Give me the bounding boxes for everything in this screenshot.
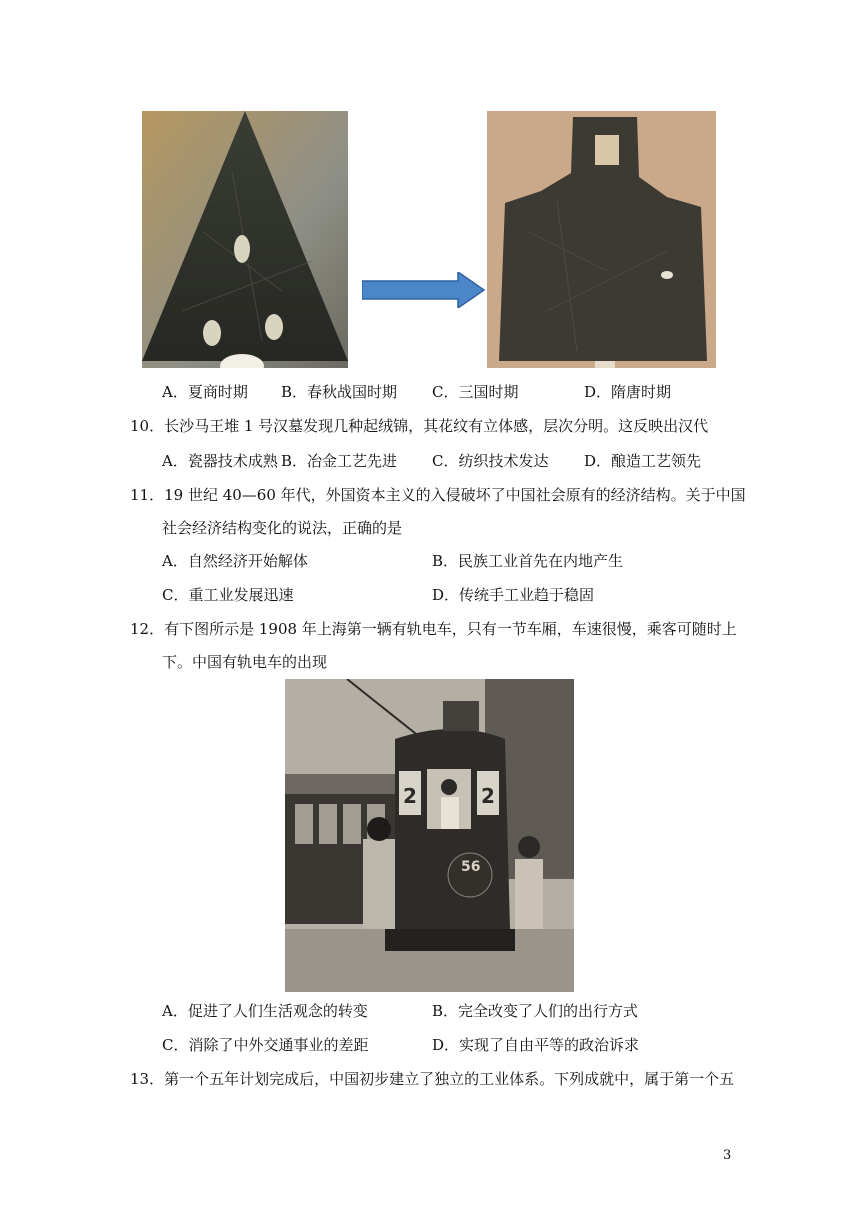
svg-text:2: 2 [481, 784, 495, 808]
q12-option-c: C．消除了中外交通事业的差距 [162, 1036, 369, 1054]
arrow-right-icon [362, 272, 486, 308]
tram-illustration [285, 679, 574, 992]
q13-stem-line1: 13．第一个五年计划完成后，中国初步建立了独立的工业体系。下列成就中，属于第一个五 [130, 1070, 735, 1088]
q11-option-b: B．民族工业首先在内地产生 [432, 552, 624, 570]
q12-stem-line1: 12．有下图所示是 1908 年上海第一辆有轨电车，只有一节车厢，车速很慢，乘客可随时上 [130, 620, 737, 638]
page-number: 3 [723, 1148, 732, 1163]
q12-option-b: B．完全改变了人们的出行方式 [432, 1002, 639, 1020]
q10-option-a: A．瓷器技术成熟 [162, 452, 278, 470]
tram-number: 56 [461, 859, 481, 875]
stone-plow-photo [142, 111, 348, 368]
q9-option-d: D．隋唐时期 [584, 383, 672, 401]
q9-option-a: A．夏商时期 [162, 383, 248, 401]
q9-option-c: C．三国时期 [432, 383, 519, 401]
q12-option-a: A．促进了人们生活观念的转变 [162, 1002, 368, 1020]
q11-option-a: A．自然经济开始解体 [162, 552, 308, 570]
q10-option-d: D．酿造工艺领先 [584, 452, 702, 470]
q11-option-c: C．重工业发展迅速 [162, 586, 294, 604]
q11-option-d: D．传统手工业趋于稳固 [432, 586, 595, 604]
svg-text:2: 2 [403, 784, 417, 808]
q11-stem-line1: 11．19 世纪 40—60 年代，外国资本主义的入侵破坏了中国社会原有的经济结构。关于中国 [130, 486, 746, 504]
q10-stem: 10．长沙马王堆 1 号汉墓发现几种起绒锦，其花纹有立体感，层次分明。这反映出汉代 [130, 417, 709, 435]
iron-plow-illustration [487, 111, 716, 368]
q9-option-b: B．春秋战国时期 [281, 383, 398, 401]
q12-stem-line2: 下。中国有轨电车的出现 [162, 653, 328, 671]
q10-option-c: C．纺织技术发达 [432, 452, 549, 470]
q10-option-b: B．冶金工艺先进 [281, 452, 398, 470]
iron-plow-photo [487, 111, 716, 368]
tram-photo [285, 679, 574, 992]
q12-option-d: D．实现了自由平等的政治诉求 [432, 1036, 640, 1054]
stone-plow-illustration [142, 111, 348, 368]
q11-stem-line2: 社会经济结构变化的说法，正确的是 [162, 519, 403, 537]
